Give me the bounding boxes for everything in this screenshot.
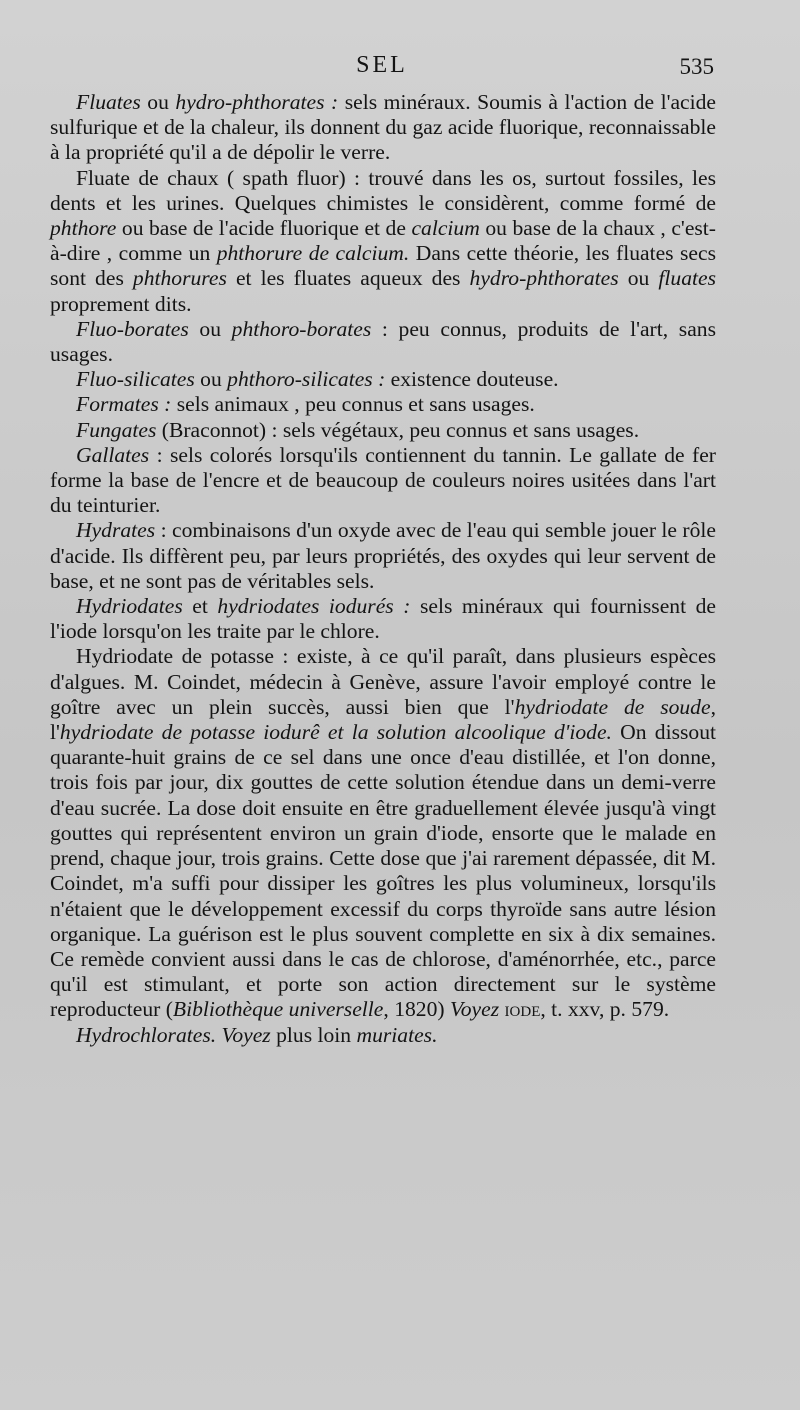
italic-term: Hydrates: [76, 518, 156, 543]
italic-term: Bibliothèque universelle: [172, 997, 384, 1022]
page-header: [50, 52, 714, 84]
text-run: : sels colorés lorsqu'ils contiennent du tannin. Le gallate de fer forme la base de l'encre et de beaucoup de couleurs noires usitées dans l'art du teinturier.: [50, 442, 716, 518]
paragraph: [50, 317, 716, 367]
italic-term: Formates :: [76, 392, 172, 417]
text-run: ou base de l'acide fluorique et de: [116, 216, 412, 241]
paragraph: [50, 166, 716, 317]
body-text: [50, 90, 716, 1048]
italic-term: hydro-phthorates: [469, 266, 619, 291]
text-run: et les fluates aqueux des: [226, 266, 470, 291]
italic-term: phthorure de calcium.: [216, 241, 410, 266]
paragraph: [50, 1023, 716, 1048]
paragraph: [50, 518, 716, 594]
paragraph: [50, 418, 716, 443]
text-run: ou: [188, 316, 232, 341]
paragraph: [50, 443, 716, 519]
text-run: Fluate de chaux ( spath fluor) : trouvé dans les os, surtout fossiles, les dents et les urines. Quelques chimistes le considèrent, comme formé de: [50, 165, 716, 215]
italic-term: Fluo-silicates: [76, 367, 195, 392]
text-run: (Braconnot) : sels végétaux, peu connus et sans usages.: [156, 417, 640, 442]
italic-term: hydriodate de potasse iodurê et la solution alcoolique d'iode.: [59, 720, 612, 745]
italic-term: phthoro-silicates :: [227, 367, 386, 392]
italic-term: Hydrochlorates. Voyez: [76, 1022, 271, 1047]
paragraph: [50, 90, 716, 166]
italic-term: fluates: [658, 266, 716, 291]
paragraph: [50, 367, 716, 392]
text-run: : peu connus, produits de l'art, sans usages.: [50, 316, 716, 367]
italic-term: Gallates: [76, 442, 150, 467]
text-run: sels animaux , peu connus et sans usages.: [171, 392, 535, 417]
text-run: Hydriodate de potasse : existe, à ce qu'il paraît, dans plusieurs espèces d'algues. M. Coindet, médecin à Genève, assure l'avoir employé contre le goître avec un plein succès, aussi bien que l': [50, 644, 716, 719]
italic-term: phthorures: [132, 266, 227, 291]
italic-term: Fluates: [76, 90, 141, 114]
italic-term: hydriodate de soude: [514, 694, 711, 719]
text-run: plus loin: [270, 1022, 357, 1047]
text-run: , 1820): [383, 997, 450, 1022]
text-run: , l': [50, 694, 716, 745]
text-run: : combinaisons d'un oxyde avec de l'eau qui semble jouer le rôle d'acide. Ils diffèrent peu, par leurs propriétés, des oxydes qui leur servent de base, et ne sont pas de véritables sels.: [50, 518, 716, 593]
paragraph: [50, 392, 716, 417]
italic-term: Fungates: [76, 417, 157, 442]
running-head: SEL: [356, 52, 408, 78]
text-run: proprement dits.: [50, 291, 192, 316]
text-run: iode: [504, 997, 541, 1022]
text-run: ou: [140, 90, 176, 114]
paragraph: [50, 644, 716, 1022]
text-run: sels minéraux. Soumis à l'action de l'acide sulfurique et de la chaleur, ils donnent du gaz acide fluorique, reconnaissable à la propriété qu'il a de dépolir le verre.: [50, 90, 717, 165]
text-run: Dans cette théorie, les fluates secs sont des: [50, 241, 716, 291]
italic-term: calcium: [411, 216, 480, 241]
text-run: sels minéraux qui fournissent de l'iode lorsqu'on les traite par le chlore.: [50, 594, 716, 644]
italic-term: Hydriodates: [76, 594, 183, 619]
italic-term: phthore: [50, 216, 117, 241]
text-run: , t. xxv, p. 579.: [540, 997, 670, 1022]
text-run: ou base de la chaux , c'est-à-dire , comme un: [50, 216, 717, 266]
italic-term: hydro-phthorates :: [175, 90, 339, 114]
page-number: 535: [679, 54, 714, 79]
text-run: On dissout quarante-huit grains de ce sel dans une once d'eau distillée, et l'on donne, trois fois par jour, dix gouttes de cette solution étendue dans un demi-verre d'eau sucrée. La dose doit ensuite en être graduellement élevée jusqu'à vingt gouttes qui représentent environ un grain d'iode, ensorte que le malade en prend, chaque jour, trois grains. Cette dose que j'ai rarement dépassée, dit M. Coindet, m'a suffi pour dissiper les goîtres les plus volumineux, lorsqu'ils n'étaient que le développement excessif du corps thyroïde sans autre lésion organique. La guérison est le plus souvent complette en six à dix semaines. Ce remède convient aussi dans le cas de chlorose, d'aménorrhée, etc., parce qu'il est stimulant, et porte son action directement sur le système reproducteur (: [50, 720, 716, 1022]
italic-term: phthoro-borates: [231, 316, 372, 341]
italic-term: muriates.: [356, 1022, 438, 1047]
text-run: existence douteuse.: [385, 367, 559, 392]
text-run: et: [182, 594, 218, 619]
italic-term: Fluo-borates: [76, 316, 189, 341]
text-run: ou: [618, 266, 659, 291]
text-run: ou: [194, 367, 228, 392]
paragraph: [50, 594, 716, 644]
italic-term: Voyez: [449, 997, 500, 1022]
italic-term: hydriodates iodurés :: [217, 594, 411, 619]
